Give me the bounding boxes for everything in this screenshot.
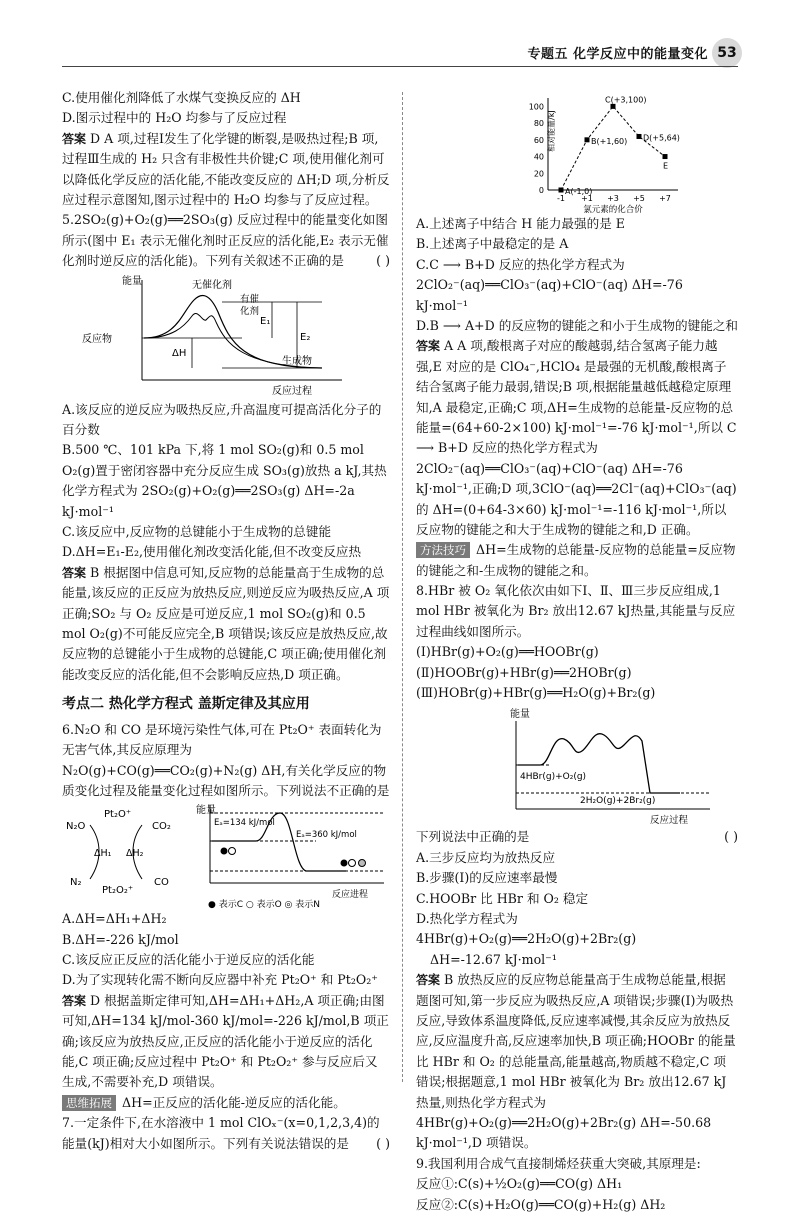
option-6b: B.ΔH=-226 kJ/mol	[62, 931, 179, 947]
answer-7: 答案 A A 项,酸根离子对应的酸越弱,结合氢离子能力越强,E 对应的是 ClO₄⁻,HClO₄ 是最强的无机酸,酸根离子结合氢离子能力最弱,错误;B 项,根据能量越低越稳定原理知,A 最稳定,正确;C 项,ΔH=生成物的总能量-反应物的总能量=(64+60-2×100) kJ·mol⁻¹=-76 kJ·mol⁻¹,所以 C ⟶ B+D 反应的热化学方程式为 2ClO₂⁻(aq)══ClO₃⁻(aq)+ClO⁻(aq) ΔH=-76 kJ·mol⁻¹,正确;D 项,3ClO⁻(aq)══2Cl⁻(aq)+ClO₃⁻(aq) 的 ΔH=(0+64-3×60) kJ·mol⁻¹=-116 kJ·mol⁻¹,所以反应物的键能之和大于生成物的键能之和,D 正确。	[416, 338, 737, 537]
svg-text:● 表示C ○ 表示O ◎ 表示N: ● 表示C ○ 表示O ◎ 表示N	[208, 900, 320, 911]
svg-text:Eₐ=134 kJ/mol: Eₐ=134 kJ/mol	[214, 818, 275, 829]
fig7-point-label: A(-1,0)	[565, 187, 593, 196]
svg-text:Pt₂O⁺: Pt₂O⁺	[104, 809, 132, 821]
svg-text:N₂: N₂	[70, 877, 82, 889]
fig7-point	[611, 104, 616, 109]
tip-6: 思维拓展 ΔH=正反应的活化能-逆反应的活化能。	[62, 1093, 390, 1113]
answer-6: 答案 D 根据盖斯定律可知,ΔH=ΔH₁+ΔH₂,A 项正确;由图可知,ΔH=134 kJ/mol-360 kJ/mol=-226 kJ/mol,B 项正确;该反应为放热反应,正反应的活化能小于逆反应的活化能,C 项正确;反应过程中 Pt₂O⁺ 和 Pt₂O₂⁺ 参与反应后又生成,不需要补充,D 项错误。	[62, 992, 389, 1090]
fig7-point-label: B(+1,60)	[591, 136, 628, 146]
left-column	[62, 88, 390, 1154]
option-c: C.使用催化剂降低了水煤气变换反应的 ΔH	[62, 90, 301, 105]
fig5-reactant-label: 反应物	[82, 333, 112, 345]
svg-text:N₂O: N₂O	[66, 821, 86, 833]
fig6-cycle	[66, 809, 171, 896]
svg-text:能量: 能量	[510, 709, 530, 721]
fig5-cat-label-2: 化剂	[240, 305, 260, 317]
fig7-point	[663, 154, 668, 159]
right-column	[416, 86, 738, 1215]
svg-text:Eₐ=360 kJ/mol: Eₐ=360 kJ/mol	[296, 830, 357, 841]
option-8d-dh: ΔH=-12.67 kJ·mol⁻¹	[430, 951, 557, 967]
option-7a: A.上述离子中结合 H 能力最强的是 E	[416, 216, 626, 231]
reaction-8-1: (Ⅰ)HBr(g)+O₂(g)══HOOBr(g)	[416, 644, 599, 660]
svg-text:反应进程: 反应进程	[332, 890, 369, 901]
svg-text:CO: CO	[154, 877, 169, 889]
fig7-ytick: 100	[528, 102, 544, 112]
svg-text:Pt₂O₂⁺: Pt₂O₂⁺	[102, 885, 134, 897]
figure-6-diagrams	[62, 801, 390, 909]
column-divider	[402, 92, 403, 1082]
fig7-xtick: +5	[633, 194, 645, 203]
question-8: 8.HBr 被 O₂ 氧化依次由如下Ⅰ、Ⅱ、Ⅲ三步反应组成,1 mol HBr 被氧化为 Br₂ 放出12.67 kJ热量,其能量与反应过程曲线如图所示。	[416, 583, 736, 639]
svg-text:ΔH₁: ΔH₁	[94, 848, 112, 860]
fig7-point-label: C(+3,100)	[605, 95, 647, 105]
fig5-e2-label: E₂	[300, 331, 311, 343]
option-8a: A.三步反应均为放热反应	[416, 849, 556, 865]
reaction-8-3: (Ⅲ)HOBr(g)+HBr(g)══H₂O(g)+Br₂(g)	[416, 685, 656, 701]
chapter-title: 专题五 化学反应中的能量变化	[527, 47, 708, 62]
answer-5: 答案 B 根据图中信息可知,反应物的总能量高于生成物的总能量,该反应的正反应为放热反应,则逆反应为吸热反应,A 项正确;SO₂ 与 O₂ 反应是可逆反应,1 mol SO₂(g)和 0.5 mol O₂(g)不可能反应完全,B 项错误;该反应是放热反应,故反应物的总键能小于生成物的总键能,C 项正确;使用催化剂能改变反应的活化能,但不会影响反应热,D 项正确。	[62, 564, 390, 682]
fig5-path-label: 反应过程	[272, 385, 312, 397]
question-8-stem: 下列说法中正确的是 ( )	[416, 829, 738, 845]
fig7-series-line	[561, 106, 665, 190]
svg-text:ΔH₂: ΔH₂	[126, 848, 144, 860]
fig5-cat-label-1: 有催	[240, 293, 260, 305]
svg-text:2H₂O(g)+2Br₂(g): 2H₂O(g)+2Br₂(g)	[580, 796, 656, 807]
option-d: D.图示过程中的 H₂O 均参与了反应过程	[62, 110, 287, 126]
figure-5-energy-diagram	[62, 272, 390, 400]
fig7-ytick: 40	[533, 152, 544, 162]
option-5d: D.ΔH=E₁-E₂,使用催化剂改变活化能,但不改变反应热	[62, 544, 362, 560]
option-8b: B.步骤(Ⅰ)的反应速率最慢	[416, 870, 558, 886]
question-9: 9.我国利用合成气直接制烯烃获重大突破,其原理是:	[416, 1155, 701, 1171]
option-7d: D.B ⟶ A+D 的反应物的键能之和小于生成物的键能之和	[416, 317, 738, 333]
option-6c: C.该反应正反应的活化能小于逆反应的活化能	[62, 952, 315, 968]
tip-7: 方法技巧 ΔH=生成物的总能量-反应物的总能量=反应物的键能之和-生成物的键能之和。	[416, 542, 736, 578]
option-5c: C.该反应中,反应物的总键能小于生成物的总键能	[62, 523, 332, 539]
figure-8-energy-profile	[416, 703, 738, 827]
fig7-ytick: 0	[538, 186, 544, 195]
option-5b: B.500 ℃、101 kPa 下,将 1 mol SO₂(g)和 0.5 mol O₂(g)置于密闭容器中充分反应生成 SO₃(g)放热 a kJ,其热化学方程式为 2SO₂(g)+O₂(g)══2SO₃(g) ΔH=-2a kJ·mol⁻¹	[62, 442, 387, 519]
fig7-xtick: -1	[557, 194, 565, 203]
header-rule	[62, 66, 738, 67]
answer-4: 答案 D A 项,过程Ⅰ发生了化学键的断裂,是吸热过程;B 项,过程Ⅲ生成的 H₂ 只含有非极性共价键;C 项,使用催化剂可以降低化学反应的活化能,不能改变反应的 ΔH;D 项,分析反应过程示意图知,图示过程中的 H₂O 均参与了反应过程。	[62, 130, 390, 207]
answer-blank: ( )	[376, 253, 390, 269]
fig7-point	[585, 137, 590, 142]
fig7-xtick: +1	[581, 194, 593, 203]
reaction-9-2: 反应②:C(s)+H₂O(g)══CO(g)+H₂(g) ΔH₂	[416, 1196, 666, 1212]
figure-7-scatter-chart	[416, 86, 738, 214]
reaction-9-1: 反应①:C(s)+½O₂(g)══CO(g) ΔH₁	[416, 1176, 623, 1192]
option-8d: D.热化学方程式为 4HBr(g)+O₂(g)══2H₂O(g)+2Br₂(g)	[416, 910, 637, 947]
fig5-e1-label: E₁	[260, 315, 271, 327]
fig7-y-label: 相对能量/kJ	[547, 110, 556, 152]
fig7-ytick: 60	[533, 135, 544, 145]
fig7-ytick: 20	[533, 169, 544, 179]
svg-text:CO₂: CO₂	[152, 821, 171, 833]
tip-tag: 思维拓展	[62, 1095, 116, 1111]
fig7-point	[637, 134, 642, 139]
fig6-energy-chart	[196, 803, 384, 910]
page-header	[0, 38, 800, 74]
option-7b: B.上述离子中最稳定的是 A	[416, 236, 569, 252]
fig5-dh-label: ΔH	[172, 347, 187, 359]
fig7-point-label: E	[663, 161, 669, 171]
question-5: 5.2SO₂(g)+O₂(g)══2SO₃(g) 反应过程中的能量变化如图所示(图中 E₁ 表示无催化剂时正反应的活化能,E₂ 表示无催化剂时逆反应的活化能)。下列有关叙述不正确的是 ( )	[62, 210, 390, 271]
svg-text:反应过程: 反应过程	[650, 815, 689, 827]
question-7: 7.一定条件下,在水溶液中 1 mol ClOₓ⁻(x=0,1,2,3,4)的能量(kJ)相对大小如图所示。下列有关说法错误的是 ( )	[62, 1115, 390, 1151]
option-7c: C.C ⟶ B+D 反应的热化学方程式为 2ClO₂⁻(aq)══ClO₃⁻(aq)+ClO⁻(aq) ΔH=-76 kJ·mol⁻¹	[416, 256, 683, 313]
option-8c: C.HOOBr 比 HBr 和 O₂ 稳定	[416, 890, 589, 906]
fig7-xtick: +7	[659, 194, 671, 203]
option-6a: A.ΔH=ΔH₁+ΔH₂	[62, 911, 167, 927]
page-number: 53	[712, 38, 742, 68]
answer-8: 答案 B 放热反应的反应物总能量高于生成物总能量,根据题图可知,第一步反应为吸热反应,A 项错误;步骤(Ⅰ)为吸热反应,导致体系温度降低,反应速率减慢,其余反应为放热反应,反应温度升高,反应速率加快,B 项正确;HOOBr 的能量比 HBr 和 O₂ 的总能量高,能量越高,物质越不稳定,C 项错误;根据题意,1 mol HBr 被氧化为 Br₂ 放出12.67 kJ 热量,则热化学方程式为 4HBr(g)+O₂(g)══2H₂O(g)+2Br₂(g) ΔH=-50.68 kJ·mol⁻¹,D 项错误。	[416, 972, 736, 1151]
reaction-8-2: (Ⅱ)HOOBr(g)+HBr(g)══2HOBr(g)	[416, 664, 632, 680]
answer-tag: 答案	[62, 131, 87, 146]
fig7-point-label: D(+5,64)	[643, 133, 680, 143]
section-heading: 考点二 热化学方程式 盖斯定律及其应用	[62, 696, 310, 713]
svg-text:4HBr(g)+O₂(g): 4HBr(g)+O₂(g)	[520, 772, 587, 783]
question-6: 6.N₂O 和 CO 是环境污染性气体,可在 Pt₂O⁺ 表面转化为无害气体,其反应原理为 N₂O(g)+CO(g)══CO₂(g)+N₂(g) ΔH,有关化学反应的物质变化过程及能量变化过程如图所示。下列说法不正确的是	[62, 721, 390, 798]
option-5a: A.该反应的逆反应为吸热反应,升高温度可提高活化分子的百分数	[62, 401, 382, 437]
fig7-ytick: 80	[533, 119, 544, 129]
fig5-nocat-label: 无催化剂	[192, 279, 232, 291]
option-6d: D.为了实现转化需不断向反应器中补充 Pt₂O⁺ 和 Pt₂O₂⁺	[62, 972, 378, 988]
fig7-point	[559, 188, 564, 193]
fig7-xtick: +3	[607, 194, 619, 203]
svg-text:能量: 能量	[196, 805, 216, 817]
fig5-product-label: 生成物	[282, 355, 312, 367]
fig7-x-label: 氯元素的化合价	[583, 205, 643, 215]
fig5-energy-label: 能量	[122, 275, 142, 287]
